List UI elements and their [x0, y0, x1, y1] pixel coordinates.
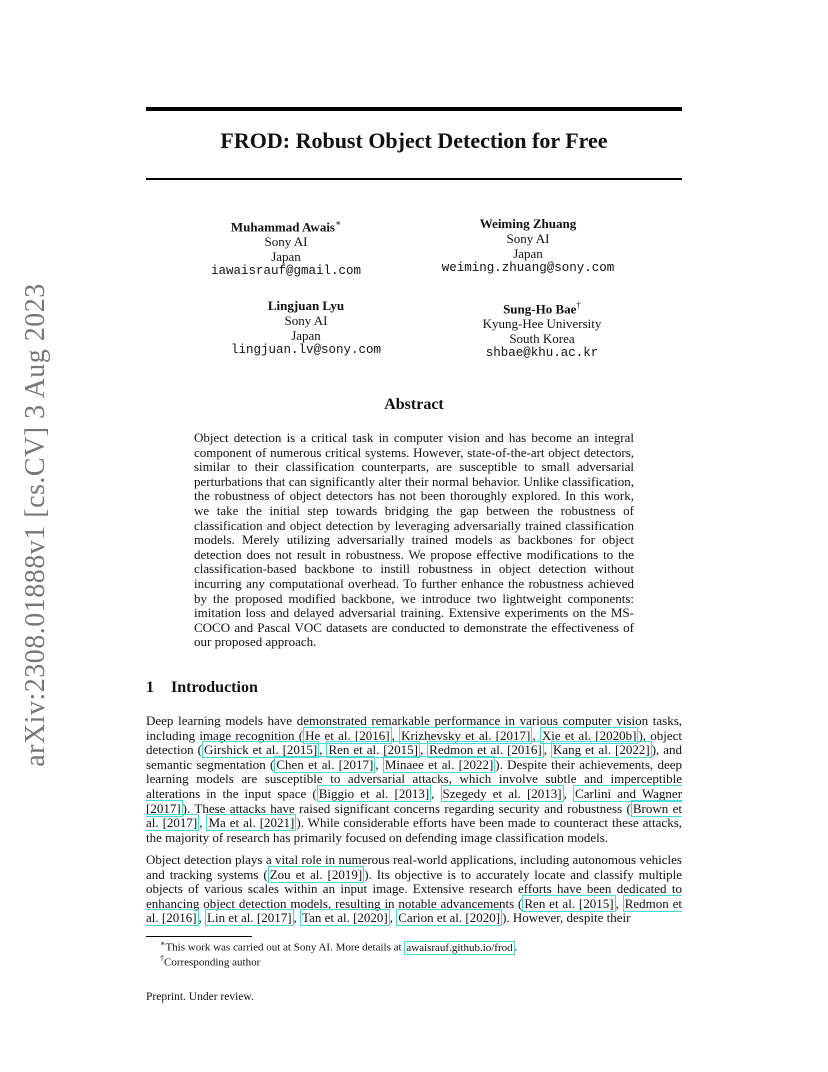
author-country: Japan	[513, 246, 543, 261]
intro-paragraph: Object detection plays a vital role in numerous real-world applications, including autonomous vehicles and tracking systems ( Zou et al. [2019] ). Its objective is to accurately locate and classify multiple objects of various scales within an input image. Extensive research efforts have been dedicated to enhancing object detection models, resulting in notable advancements ( Ren et al. [2015] , Redmon et al. [2016] , Lin et al. [2017] , Tan et al. [2020] , Carion et al. [2020] ). However, despite their	[146, 852, 683, 926]
footnote: ∗This work was carried out at Sony AI. More details at awaisrauf.github.io/frod .	[160, 939, 518, 954]
author-country: South Korea	[509, 331, 575, 347]
author-affiliation: Sony AI	[506, 231, 550, 246]
author-footnote-mark: ∗	[335, 218, 342, 228]
author-country: Japan	[271, 249, 301, 265]
author-name: Weiming Zhuang	[479, 216, 577, 231]
section-heading	[146, 679, 258, 697]
author-name: Sung-Ho Bae†	[503, 300, 581, 317]
project-link[interactable]: awaisrauf.github.io/frod	[406, 941, 513, 954]
section-number: 1	[146, 679, 154, 696]
citation-link[interactable]: Carlini and Wagner [2017]	[146, 785, 683, 816]
paper-title: FROD: Robust Object Detection for Free	[220, 128, 608, 153]
abstract-text: Object detection is a critical task in computer vision and has become an integral component of numerous critical systems. However, state-of-the-art object detectors, similar to their classification counterparts, are susceptible to small adversarial perturbations that can significantly alter their normal behavior. Unlike classification, the robustness of object detectors has not been thoroughly explored. In this work, we take the initial step towards bridging the gap between the robustness of classification and object detection by leveraging adversarially trained classification models. Merely utilizing adversarially trained models as backbones for object detection does not result in robustness. We propose effective modifications to the classification-based backbone to instill robustness in object detection without incurring any computational overhead. To further enhance the robustness achieved by the proposed modified backbone, we introduce two lightweight components: imitation loss and delayed adversarial training. Extensive experiments on the MS-COCO and Pascal VOC datasets are conducted to demonstrate the effectiveness of our proposed approach.	[194, 430, 634, 650]
citation-link[interactable]: Kang et al. [2022]	[552, 742, 650, 758]
footnote: †Corresponding author	[160, 954, 261, 969]
arxiv-identifier	[16, 283, 56, 767]
author-block	[186, 298, 426, 358]
footnote-mark: †	[160, 954, 164, 963]
page-footer: Preprint. Under review.	[146, 991, 254, 1003]
footnote-mark: ∗	[160, 939, 166, 948]
section-title: Introduction	[171, 679, 258, 696]
citation-link[interactable]: Redmon et al. [2016]	[146, 895, 683, 926]
citation-link[interactable]: Szegedy et al. [2013]	[442, 785, 562, 801]
author-block	[408, 216, 648, 276]
abstract-heading: Abstract	[384, 396, 444, 413]
citation-link[interactable]: Zou et al. [2019]	[269, 866, 363, 882]
author-affiliation: Sony AI	[264, 234, 308, 250]
citation-link[interactable]: Biggio et al. [2013]	[318, 785, 430, 801]
author-name: Lingjuan Lyu	[267, 298, 345, 313]
author-affiliation: Kyung-Hee University	[482, 316, 602, 332]
citation-link[interactable]: Krizhevsky et al. [2017]	[401, 727, 531, 743]
citation-link[interactable]: Girshick et al. [2015]	[203, 742, 318, 758]
citation-link[interactable]: Carion et al. [2020]	[398, 910, 501, 926]
arxiv-identifier-text: arXiv:2308.01888v1 [cs.CV] 3 Aug 2023	[20, 283, 51, 767]
author-block	[166, 216, 406, 279]
author-footnote-mark: †	[576, 300, 581, 310]
citation-link[interactable]: Redmon et al. [2016]	[429, 742, 542, 758]
author-country: Japan	[291, 328, 321, 343]
author-email[interactable]: iawaisrauf@gmail.com	[210, 264, 362, 279]
citation-link[interactable]: Brown et al. [2017]	[146, 800, 682, 831]
citation-link[interactable]: Lin et al. [2017]	[207, 910, 292, 926]
citation-link[interactable]: Ren et al. [2015]	[328, 742, 418, 758]
intro-paragraph: Deep learning models have demonstrated remarkable performance in various computer vision tasks, including image recognition ( He et al. [2016] , Krizhevsky et al. [2017] , Xie et al. [2020b] ), object detection ( Girshick et al. [2015] , Ren et al. [2015] , Redmon et al. [2016] , Kang et al. [2022] ), and semantic segmentation ( Chen et al. [2017] , Minaee et al. [2022] ). Despite their achievements, deep learning models are susceptible to adversarial attacks, which involve subtle and imperceptible alterations in the input space ( Biggio et al. [2013] , Szegedy et al. [2013] , Carlini and Wagner [2017] ). These attacks have raised significant concerns regarding security and robustness ( Brown et al. [2017] , Ma et al. [2021] ). While considerable efforts have been made to counteract these attacks, the majority of research has primarily focused on defending image classification models.	[146, 713, 683, 845]
author-email[interactable]: weiming.zhuang@sony.com	[441, 261, 615, 275]
author-email[interactable]: lingjuan.lv@sony.com	[230, 343, 382, 357]
citation-link[interactable]: Tan et al. [2020]	[302, 910, 388, 926]
citation-link[interactable]: Minaee et al. [2022]	[384, 756, 494, 772]
title-bottom-rule	[146, 178, 682, 180]
citation-link[interactable]: Chen et al. [2017]	[276, 756, 374, 772]
citation-link[interactable]: He et al. [2016]	[305, 727, 390, 743]
citation-link[interactable]: Ma et al. [2021]	[208, 815, 295, 831]
author-name: Muhammad Awais∗	[230, 218, 342, 235]
author-affiliation: Sony AI	[284, 313, 328, 328]
citation-link[interactable]: Xie et al. [2020b]	[541, 727, 637, 743]
author-email[interactable]: shbae@khu.ac.kr	[485, 346, 599, 361]
title-top-rule	[146, 107, 682, 111]
citation-link[interactable]: Ren et al. [2015]	[524, 895, 614, 911]
author-block	[422, 298, 662, 361]
